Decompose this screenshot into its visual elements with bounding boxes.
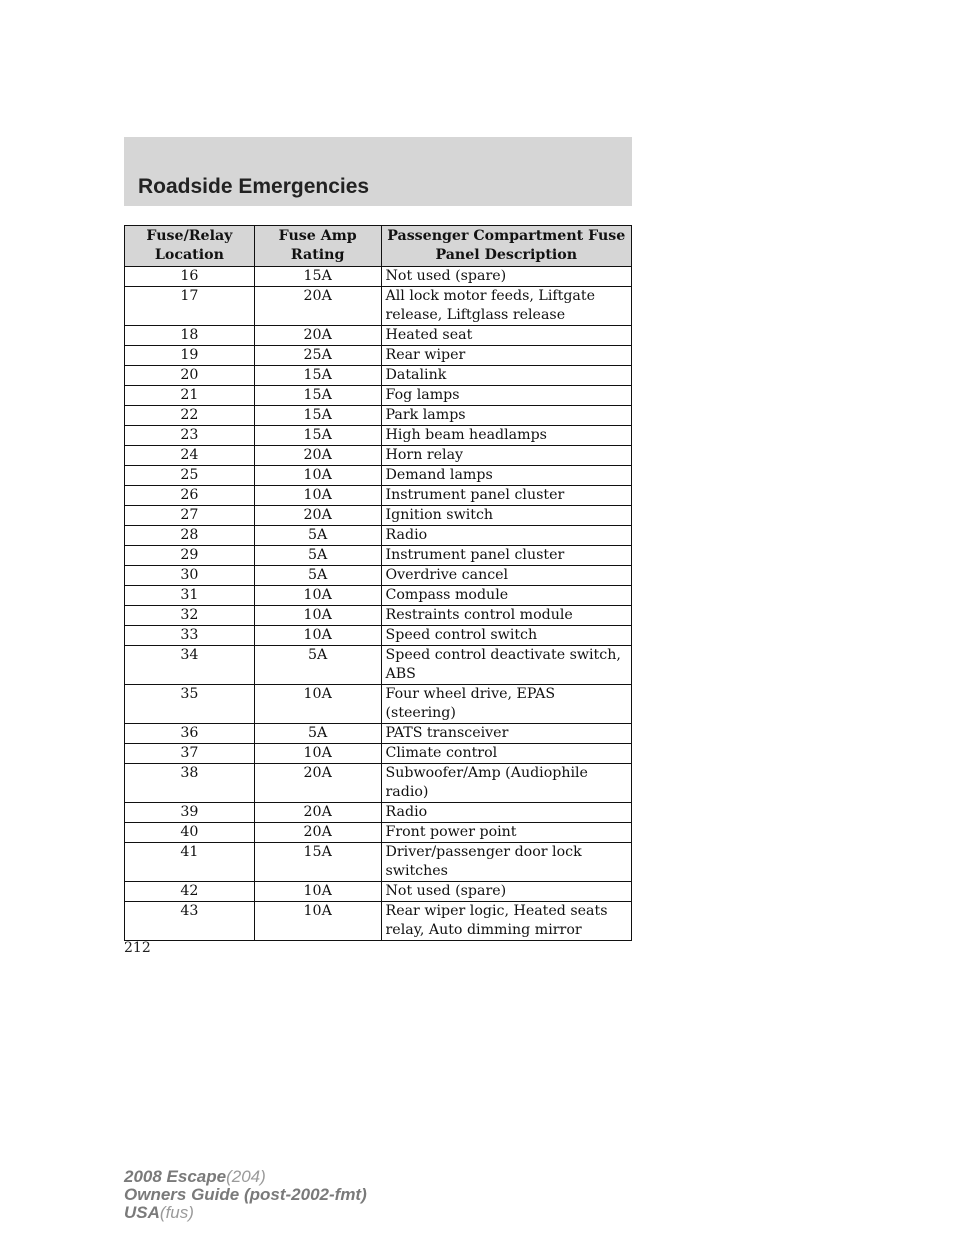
fuse-table	[124, 225, 632, 941]
table-row	[125, 506, 632, 526]
fuse-amp-cell: 5A	[254, 646, 381, 685]
table-row	[125, 724, 632, 744]
table-row	[125, 386, 632, 406]
fuse-description-cell: Ignition switch	[381, 506, 631, 526]
fuse-location-cell: 27	[125, 506, 255, 526]
table-row	[125, 546, 632, 566]
fuse-location-cell: 37	[125, 744, 255, 764]
fuse-amp-cell: 15A	[254, 426, 381, 446]
fuse-description-cell: Overdrive cancel	[381, 566, 631, 586]
fuse-location-cell: 35	[125, 685, 255, 724]
fuse-location-cell: 21	[125, 386, 255, 406]
footer-market: USA	[124, 1203, 160, 1222]
fuse-description-cell: Four wheel drive, EPAS (steering)	[381, 685, 631, 724]
header-amp-rating: Fuse Amp Rating	[254, 226, 381, 267]
table-row	[125, 764, 632, 803]
fuse-amp-cell: 10A	[254, 744, 381, 764]
fuse-description-cell: Park lamps	[381, 406, 631, 426]
fuse-description-cell: Heated seat	[381, 326, 631, 346]
fuse-amp-cell: 15A	[254, 843, 381, 882]
fuse-location-cell: 19	[125, 346, 255, 366]
fuse-location-cell: 40	[125, 823, 255, 843]
fuse-description-cell: Climate control	[381, 744, 631, 764]
fuse-amp-cell: 5A	[254, 526, 381, 546]
fuse-location-cell: 33	[125, 626, 255, 646]
fuse-location-cell: 17	[125, 287, 255, 326]
fuse-location-cell: 32	[125, 606, 255, 626]
table-header-row	[125, 226, 632, 267]
header-description: Passenger Compartment Fuse Panel Description	[381, 226, 631, 267]
fuse-location-cell: 38	[125, 764, 255, 803]
fuse-description-cell: Radio	[381, 526, 631, 546]
header-location: Fuse/Relay Location	[125, 226, 255, 267]
fuse-amp-cell: 15A	[254, 406, 381, 426]
fuse-amp-cell: 10A	[254, 902, 381, 941]
fuse-location-cell: 18	[125, 326, 255, 346]
table-body	[125, 267, 632, 941]
fuse-description-cell: Datalink	[381, 366, 631, 386]
fuse-location-cell: 43	[125, 902, 255, 941]
fuse-amp-cell: 20A	[254, 803, 381, 823]
fuse-description-cell: All lock motor feeds, Liftgate release, Liftglass release	[381, 287, 631, 326]
fuse-location-cell: 25	[125, 466, 255, 486]
table-row	[125, 446, 632, 466]
footer-model: 2008 Escape	[124, 1167, 227, 1186]
table-row	[125, 626, 632, 646]
fuse-amp-cell: 10A	[254, 586, 381, 606]
fuse-amp-cell: 10A	[254, 626, 381, 646]
fuse-amp-cell: 20A	[254, 326, 381, 346]
table-row	[125, 566, 632, 586]
fuse-description-cell: Fog lamps	[381, 386, 631, 406]
fuse-location-cell: 34	[125, 646, 255, 685]
fuse-location-cell: 22	[125, 406, 255, 426]
fuse-description-cell: Speed control deactivate switch, ABS	[381, 646, 631, 685]
fuse-location-cell: 28	[125, 526, 255, 546]
fuse-amp-cell: 10A	[254, 486, 381, 506]
fuse-location-cell: 24	[125, 446, 255, 466]
table-row	[125, 685, 632, 724]
fuse-location-cell: 23	[125, 426, 255, 446]
fuse-amp-cell: 20A	[254, 287, 381, 326]
table-row	[125, 267, 632, 287]
fuse-location-cell: 41	[125, 843, 255, 882]
footer-market-code: (fus)	[159, 1203, 194, 1222]
fuse-amp-cell: 25A	[254, 346, 381, 366]
table-row	[125, 606, 632, 626]
fuse-location-cell: 20	[125, 366, 255, 386]
table-row	[125, 646, 632, 685]
fuse-amp-cell: 20A	[254, 506, 381, 526]
table-row	[125, 486, 632, 506]
fuse-amp-cell: 10A	[254, 685, 381, 724]
footer-model-code: (204)	[226, 1167, 266, 1186]
fuse-description-cell: Not used (spare)	[381, 267, 631, 287]
fuse-location-cell: 36	[125, 724, 255, 744]
fuse-amp-cell: 20A	[254, 823, 381, 843]
footer-line-1	[124, 1168, 367, 1186]
fuse-description-cell: Rear wiper logic, Heated seats relay, Auto dimming mirror	[381, 902, 631, 941]
fuse-amp-cell: 15A	[254, 386, 381, 406]
section-header	[124, 137, 632, 206]
table-row	[125, 466, 632, 486]
document-footer	[124, 1168, 367, 1222]
fuse-description-cell: Radio	[381, 803, 631, 823]
table-row	[125, 426, 632, 446]
section-title: Roadside Emergencies	[138, 175, 370, 198]
fuse-amp-cell: 5A	[254, 546, 381, 566]
table-row	[125, 406, 632, 426]
table-row	[125, 902, 632, 941]
fuse-amp-cell: 10A	[254, 606, 381, 626]
fuse-description-cell: PATS transceiver	[381, 724, 631, 744]
footer-guide: Owners Guide (post-2002-fmt)	[124, 1185, 367, 1204]
fuse-description-cell: Driver/passenger door lock switches	[381, 843, 631, 882]
fuse-amp-cell: 15A	[254, 366, 381, 386]
fuse-amp-cell: 5A	[254, 724, 381, 744]
fuse-amp-cell: 10A	[254, 882, 381, 902]
fuse-location-cell: 26	[125, 486, 255, 506]
table-row	[125, 326, 632, 346]
fuse-description-cell: Subwoofer/Amp (Audiophile radio)	[381, 764, 631, 803]
table-row	[125, 803, 632, 823]
table-row	[125, 586, 632, 606]
fuse-location-cell: 39	[125, 803, 255, 823]
fuse-amp-cell: 20A	[254, 764, 381, 803]
fuse-amp-cell: 20A	[254, 446, 381, 466]
footer-line-2	[124, 1186, 367, 1204]
fuse-location-cell: 31	[125, 586, 255, 606]
fuse-description-cell: Instrument panel cluster	[381, 546, 631, 566]
table-row	[125, 526, 632, 546]
table-row	[125, 287, 632, 326]
fuse-location-cell: 16	[125, 267, 255, 287]
fuse-description-cell: Restraints control module	[381, 606, 631, 626]
fuse-description-cell: Demand lamps	[381, 466, 631, 486]
fuse-amp-cell: 5A	[254, 566, 381, 586]
page-number: 212	[124, 940, 151, 956]
fuse-location-cell: 30	[125, 566, 255, 586]
fuse-description-cell: High beam headlamps	[381, 426, 631, 446]
fuse-location-cell: 42	[125, 882, 255, 902]
fuse-amp-cell: 15A	[254, 267, 381, 287]
table-row	[125, 346, 632, 366]
table-row	[125, 882, 632, 902]
fuse-location-cell: 29	[125, 546, 255, 566]
fuse-description-cell: Instrument panel cluster	[381, 486, 631, 506]
footer-line-3	[124, 1204, 367, 1222]
fuse-description-cell: Front power point	[381, 823, 631, 843]
fuse-amp-cell: 10A	[254, 466, 381, 486]
fuse-description-cell: Horn relay	[381, 446, 631, 466]
table-row	[125, 823, 632, 843]
table-row	[125, 744, 632, 764]
table-row	[125, 366, 632, 386]
fuse-description-cell: Compass module	[381, 586, 631, 606]
table-row	[125, 843, 632, 882]
fuse-description-cell: Speed control switch	[381, 626, 631, 646]
fuse-description-cell: Not used (spare)	[381, 882, 631, 902]
fuse-description-cell: Rear wiper	[381, 346, 631, 366]
